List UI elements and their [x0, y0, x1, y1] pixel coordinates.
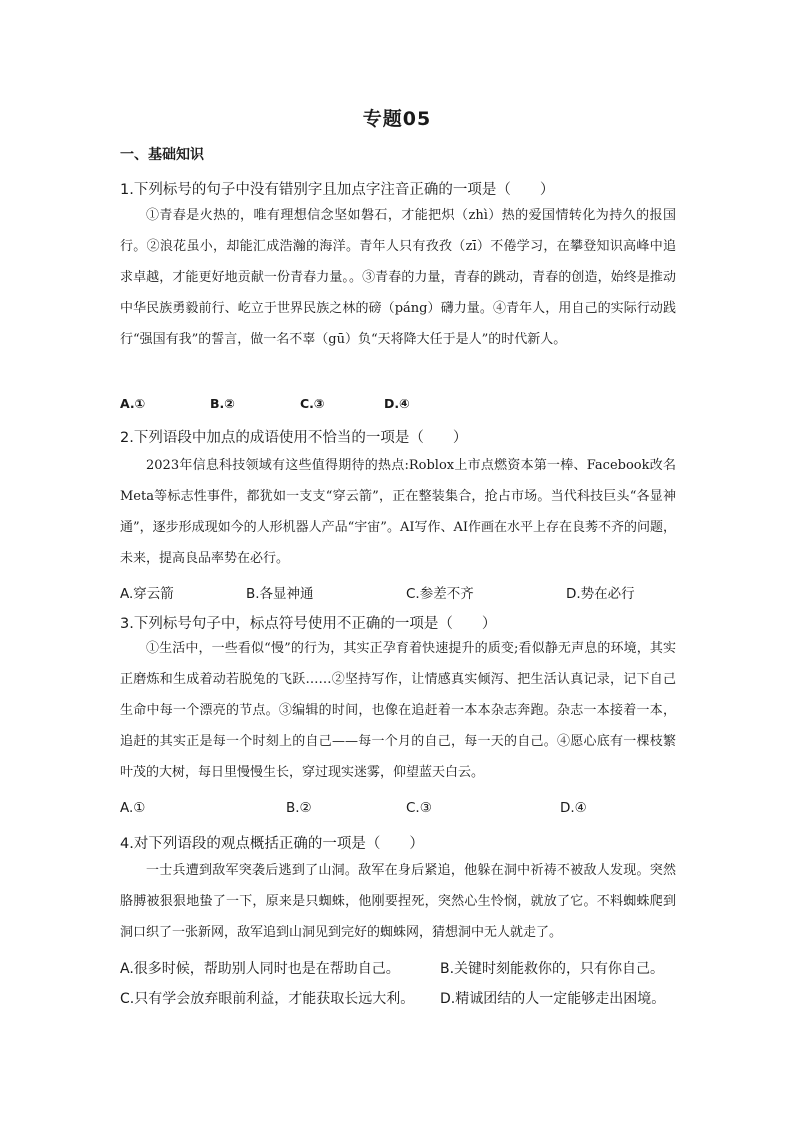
question-1-passage: ①青春是火热的，唯有理想信念坚如磐石，才能把炽（zhì）热的爱国情转化为持久的报国行。②浪花虽小，却能汇成浩瀚的海洋。青年人只有孜孜（zī）不倦学习，在攀登知识高峰中追求卓越，才能更好地贡献一份青春力量。。③青春的力量，青春的跳动，青春的创造，始终是推动中华民族勇毅前行、屹立于世界民族之林的磅（páng）礴力量。④青年人，用自己的实际行动践行“强国有我”的誓言，做一名不辜（gū）负“天将降大任于是人”的时代新人。: [120, 208, 676, 347]
option-d[interactable]: D.精诚团结的人一定能够走出困境。: [440, 991, 666, 1007]
page-title: 专题05: [362, 108, 432, 130]
question-4-options-row-1: [120, 958, 400, 978]
question-4-stem: 4.对下列语段的观点概括正确的一项是（ ）: [120, 836, 424, 852]
option-c[interactable]: C.只有学会放弃眼前利益，才能获取长远大利。: [120, 991, 415, 1007]
option-d[interactable]: D.④: [560, 800, 587, 816]
option-c[interactable]: C.③: [406, 800, 432, 816]
question-4-options-row-2b: [440, 988, 665, 1008]
question-1-stem: 1.下列标号的句子中没有错别字且加点字注音正确的一项是（ ）: [120, 182, 555, 198]
option-d[interactable]: D.势在必行: [566, 586, 635, 602]
question-2-passage: 2023年信息科技领域有这些值得期待的热点:Roblox上市点燃资本第一棒、Facebook改名Meta等标志性事件，都犹如一支支“穿云箭”，正在整装集合，抢占市场。当代科技巨头“各显神通”，逐步形成现如今的人形机器人产品“宇宙”。AI写作、AI作画在水平上存在良莠不齐的问题，未来，提高良品率势在必行。: [120, 458, 676, 566]
option-b[interactable]: B.②: [286, 800, 312, 816]
question-4-passage: 一士兵遭到敌军突袭后逃到了山洞。敌军在身后紧追，他躲在洞中祈祷不被敌人发现。突然胳膊被狠狠地蛰了一下，原来是只蜘蛛，他刚要捏死，突然心生怜悯，就放了它。不料蜘蛛爬到洞口织了一张新网，敌军追到山洞见到完好的蜘蛛网，猜想洞中无人就走了。: [120, 863, 676, 940]
question-3-passage: ①生活中，一些看似“慢”的行为，其实正孕育着快速提升的质变;看似静无声息的环境，其实正磨炼和生成着动若脱兔的飞跃……②坚持写作，让情感真实倾泻、把生活认真记录，记下自己生命中每一个漂亮的节点。③编辑的时间，也像在追赶着一本本杂志奔跑。杂志一本接着一本，追赶的其实正是每一个时刻上的自己——每一个月的自己，每一天的自己。④愿心底有一棵枝繁叶茂的大树，每日里慢慢生长，穿过现实迷雾，仰望蓝天白云。: [120, 641, 676, 780]
option-a[interactable]: A.①: [120, 396, 146, 411]
section-heading: 一、基础知识: [120, 147, 204, 163]
option-d[interactable]: D.④: [384, 396, 410, 411]
option-b[interactable]: B.各显神通: [246, 586, 314, 602]
question-3-stem: 3.下列标号句子中，标点符号使用不正确的一项是（ ）: [120, 616, 497, 632]
option-b[interactable]: B.②: [210, 396, 235, 411]
question-2-stem: 2.下列语段中加点的成语使用不恰当的一项是（ ）: [120, 430, 468, 446]
question-4-options-row-1b: [440, 958, 664, 978]
option-a[interactable]: A.穿云箭: [120, 586, 174, 602]
question-4-options-row-2: [120, 988, 414, 1008]
option-c[interactable]: C.参差不齐: [406, 586, 474, 602]
option-c[interactable]: C.③: [300, 396, 325, 411]
option-a[interactable]: A.①: [120, 800, 146, 816]
option-b[interactable]: B.关键时刻能救你的，只有你自己。: [440, 961, 665, 977]
option-a[interactable]: A.很多时候，帮助别人同时也是在帮助自己。: [120, 961, 400, 977]
